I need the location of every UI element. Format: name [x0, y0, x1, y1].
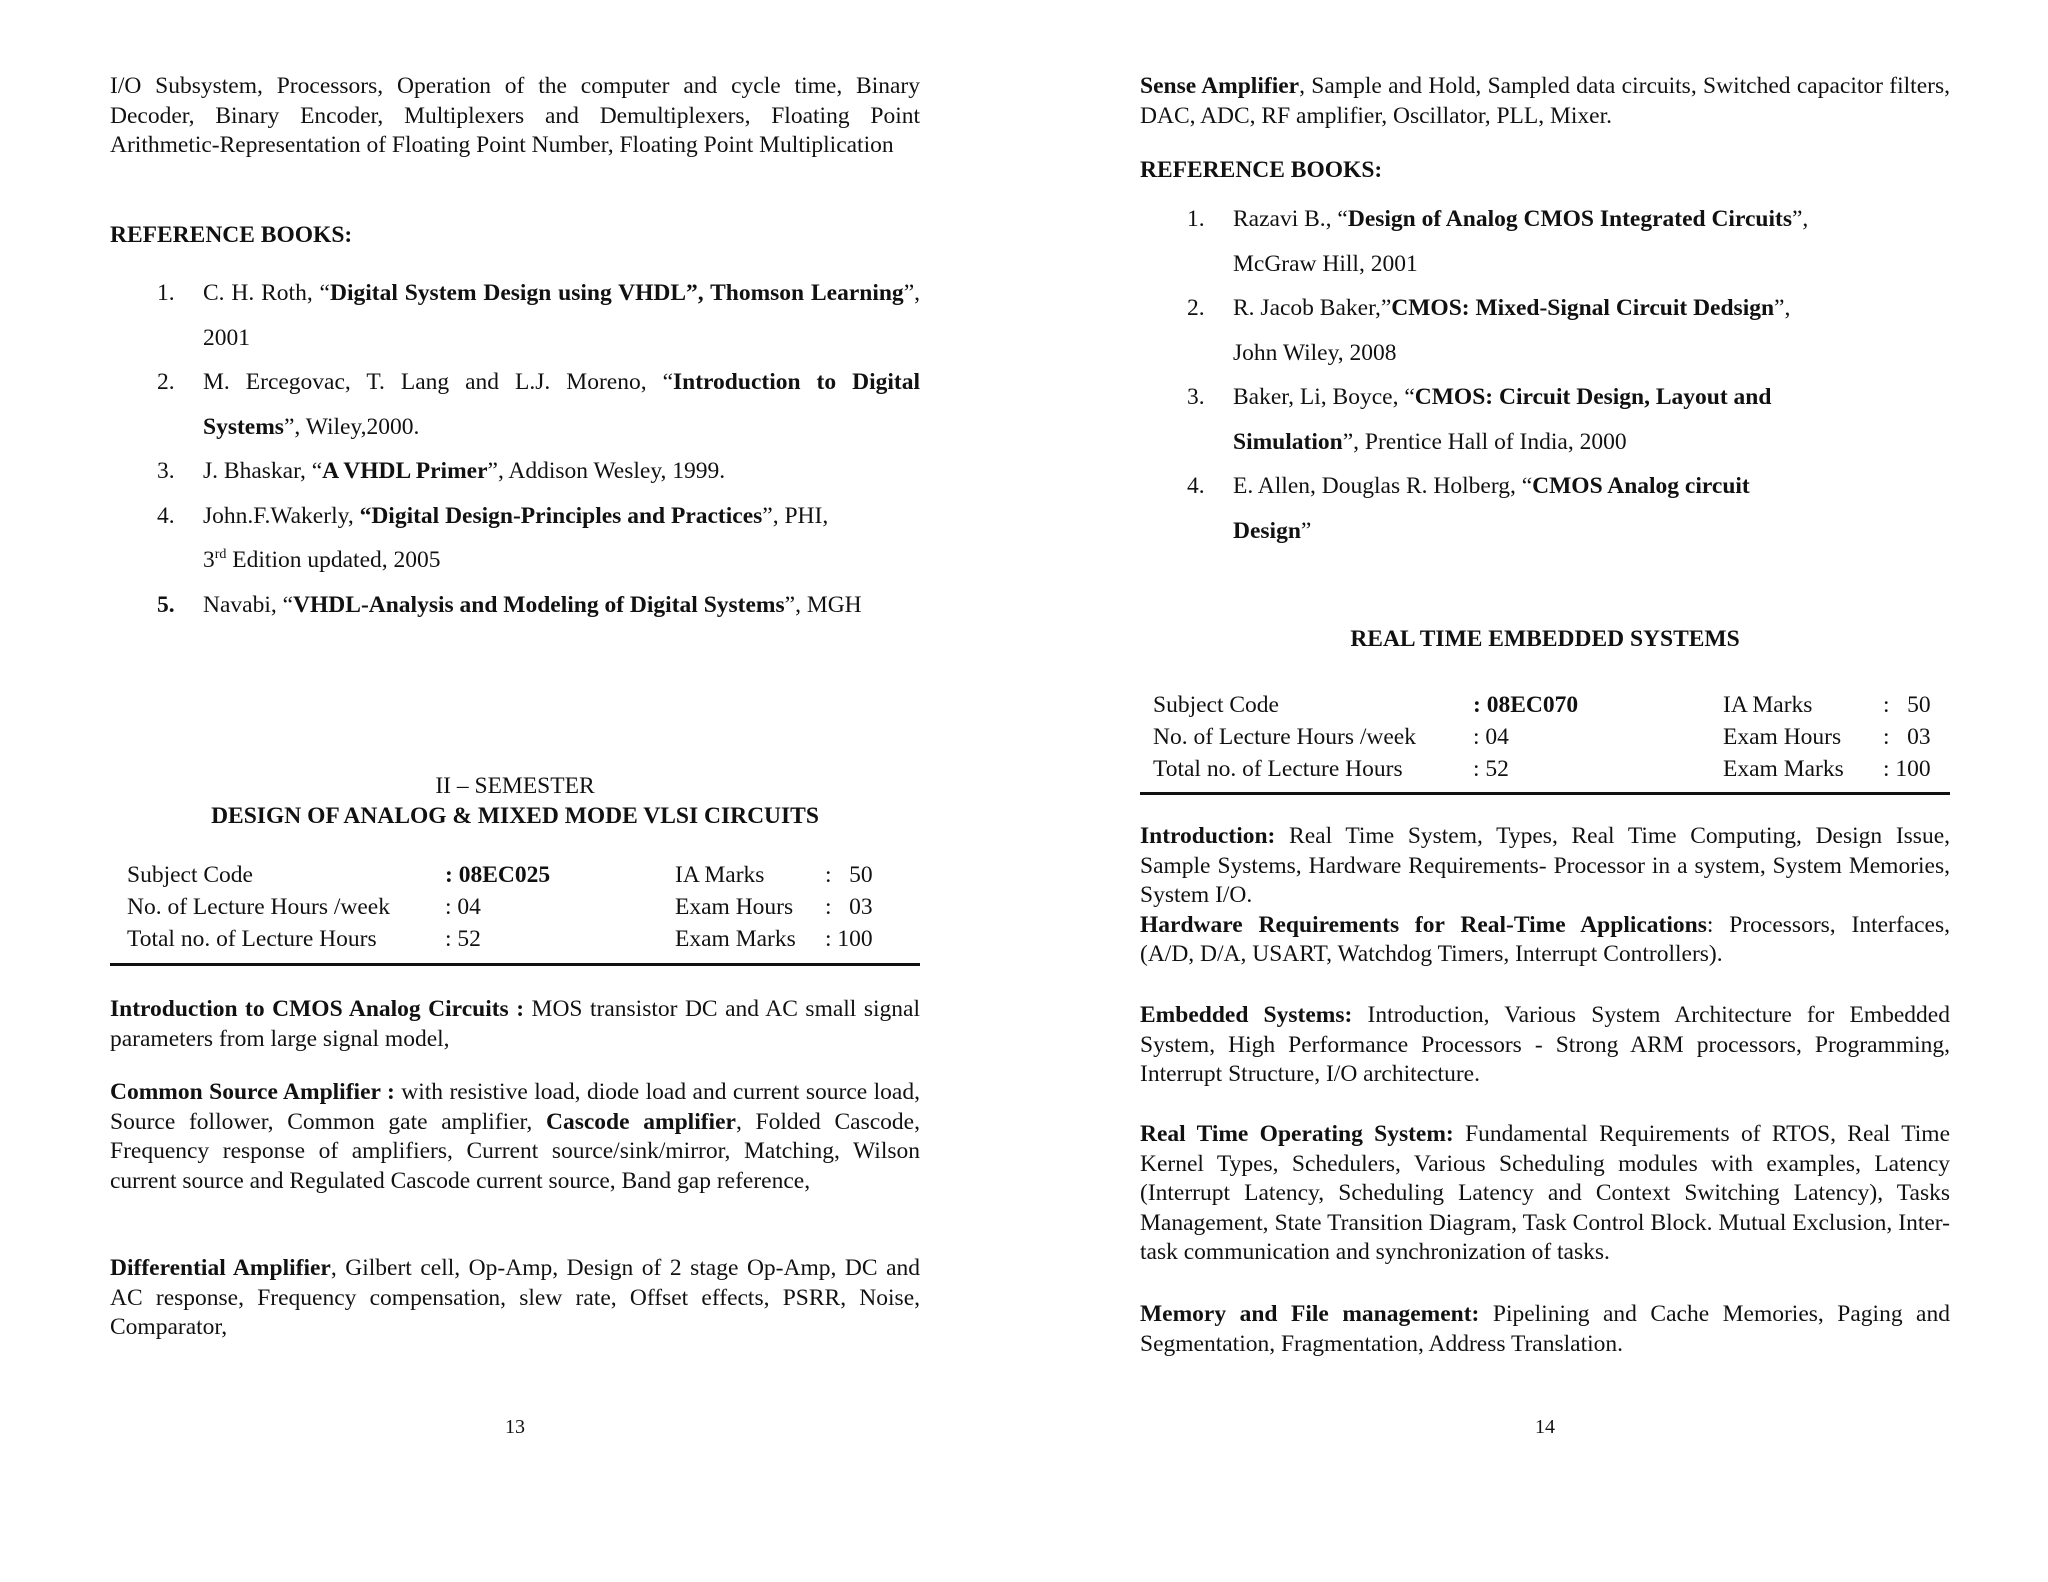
exam-hours-label: Exam Hours: [675, 894, 794, 920]
subject-code-label: Subject Code: [1153, 692, 1279, 718]
ia-marks-label: IA Marks: [1723, 692, 1813, 718]
left-page: [110, 0, 920, 1582]
subject-code-value: : 08EC025: [445, 862, 551, 888]
section-paragraph: Common Source Amplifier : with resistive load, diode load and current source load, Source follower, Common gate amplifier, Cascode amplifier, Folded Cascode, Frequency response of amplifiers, Current source/sink/mirror, Matching, Wilson current source and Regulated Cascode current source, Band gap reference,: [110, 1079, 920, 1194]
section-paragraph: Introduction to CMOS Analog Circuits : MOS transistor DC and AC small signal parameters from large signal model,: [110, 996, 920, 1052]
lecture-week-label: No. of Lecture Hours /week: [127, 894, 390, 920]
exam-marks-value: : 100: [1883, 756, 1931, 782]
exam-marks-label: Exam Marks: [675, 926, 796, 952]
reference-item: 3. J. Bhaskar, “A VHDL Primer”, Addison Wesley, 1999.: [157, 458, 726, 484]
total-lecture-label: Total no. of Lecture Hours: [1153, 756, 1403, 782]
intro-paragraph: I/O Subsystem, Processors, Operation of the computer and cycle time, Binary Decoder, Binary Encoder, Multiplexers and Demultiplexers, Floating Point Arithmetic-Representation of Floating Point Number, Floating Point Multiplication: [110, 73, 920, 158]
reference-books-heading: REFERENCE BOOKS:: [110, 222, 353, 248]
section-paragraph: Memory and File management: Pipelining and Cache Memories, Paging and Segmentation, Fragmentation, Address Translation.: [1140, 1301, 1950, 1357]
course-title: DESIGN OF ANALOG & MIXED MODE VLSI CIRCUITS: [211, 803, 819, 829]
reference-item: 2. R. Jacob Baker,”CMOS: Mixed-Signal Circuit Dedsign”, John Wiley, 2008: [1187, 295, 1791, 366]
semester-label: II – SEMESTER: [435, 773, 595, 799]
total-lecture-value: : 52: [1473, 756, 1509, 782]
reference-item: 3. Baker, Li, Boyce, “CMOS: Circuit Design, Layout and Simulation”, Prentice Hall of India, 2000: [1187, 384, 1772, 455]
intro-paragraph: Sense Amplifier, Sample and Hold, Sampled data circuits, Switched capacitor filters, DAC, ADC, RF amplifier, Oscillator, PLL, Mixer.: [1140, 73, 1950, 129]
reference-item: 5. Navabi, “VHDL-Analysis and Modeling of Digital Systems”, MGH: [157, 591, 862, 618]
exam-hours-value: : 03: [1883, 724, 1931, 750]
ia-marks-value: : 50: [825, 862, 873, 888]
course-meta-table: [1140, 689, 1950, 785]
exam-hours-label: Exam Hours: [1723, 724, 1842, 750]
section-paragraph: Introduction: Real Time System, Types, Real Time Computing, Design Issue, Sample Systems, Hardware Requirements- Processor in a system, System Memories, System I/O. Hardware Requirements for Real-Time Applications: Processors, Interfaces, (A/D, D/A, USART, Watchdog Timers, Interrupt Controllers).: [1140, 823, 1951, 967]
right-page: [1140, 0, 1950, 1582]
section-paragraph: Differential Amplifier, Gilbert cell, Op-Amp, Design of 2 stage Op-Amp, DC and AC response, Frequency compensation, slew rate, Offset effects, PSRR, Noise, Comparator,: [110, 1255, 920, 1340]
reference-item: 2. M. Ercegovac, T. Lang and L.J. Moreno, “Introduction to Digital Systems”, Wiley,2000.: [157, 369, 921, 440]
lecture-week-value: : 04: [445, 894, 481, 920]
ia-marks-value: : 50: [1883, 692, 1931, 718]
reference-list: [1140, 197, 1950, 553]
course-title: REAL TIME EMBEDDED SYSTEMS: [1350, 626, 1740, 652]
page-number: 14: [1535, 1416, 1555, 1438]
reference-books-heading: REFERENCE BOOKS:: [1140, 157, 1383, 183]
exam-marks-label: Exam Marks: [1723, 756, 1844, 782]
course-meta-table: [110, 859, 920, 955]
exam-marks-value: : 100: [825, 926, 873, 952]
lecture-week-value: : 04: [1473, 724, 1509, 750]
reference-item: 4. John.F.Wakerly, “Digital Design-Principles and Practices”, PHI, 3rd Edition updated, 2005: [157, 502, 829, 573]
lecture-week-label: No. of Lecture Hours /week: [1153, 724, 1416, 750]
ia-marks-label: IA Marks: [675, 862, 765, 888]
total-lecture-value: : 52: [445, 926, 481, 952]
reference-item: 1. C. H. Roth, “Digital System Design using VHDL”, Thomson Learning”, 2001: [157, 280, 920, 351]
section-paragraph: Real Time Operating System: Fundamental Requirements of RTOS, Real Time Kernel Types, Schedulers, Various Scheduling modules with examples, Latency (Interrupt Latency, Scheduling Latency and Context Switching Latency), Tasks Management, State Transition Diagram, Task Control Block. Mutual Exclusion, Inter-task communication and synchronization of tasks.: [1140, 1121, 1950, 1265]
reference-item: 1. Razavi B., “Design of Analog CMOS Integrated Circuits”, McGraw Hill, 2001: [1187, 206, 1809, 277]
page-number: 13: [505, 1416, 525, 1438]
section-paragraph: Embedded Systems: Introduction, Various System Architecture for Embedded System, High Performance Processors - Strong ARM processors, Programming, Interrupt Structure, I/O architecture.: [1140, 1002, 1950, 1087]
exam-hours-value: : 03: [825, 894, 873, 920]
subject-code-value: : 08EC070: [1473, 692, 1579, 718]
divider-rule: [1140, 792, 1950, 795]
reference-list: [110, 271, 920, 627]
reference-item: 4. E. Allen, Douglas R. Holberg, “CMOS Analog circuit Design”: [1187, 473, 1750, 544]
divider-rule: [110, 963, 920, 966]
total-lecture-label: Total no. of Lecture Hours: [127, 926, 377, 952]
subject-code-label: Subject Code: [127, 862, 253, 888]
